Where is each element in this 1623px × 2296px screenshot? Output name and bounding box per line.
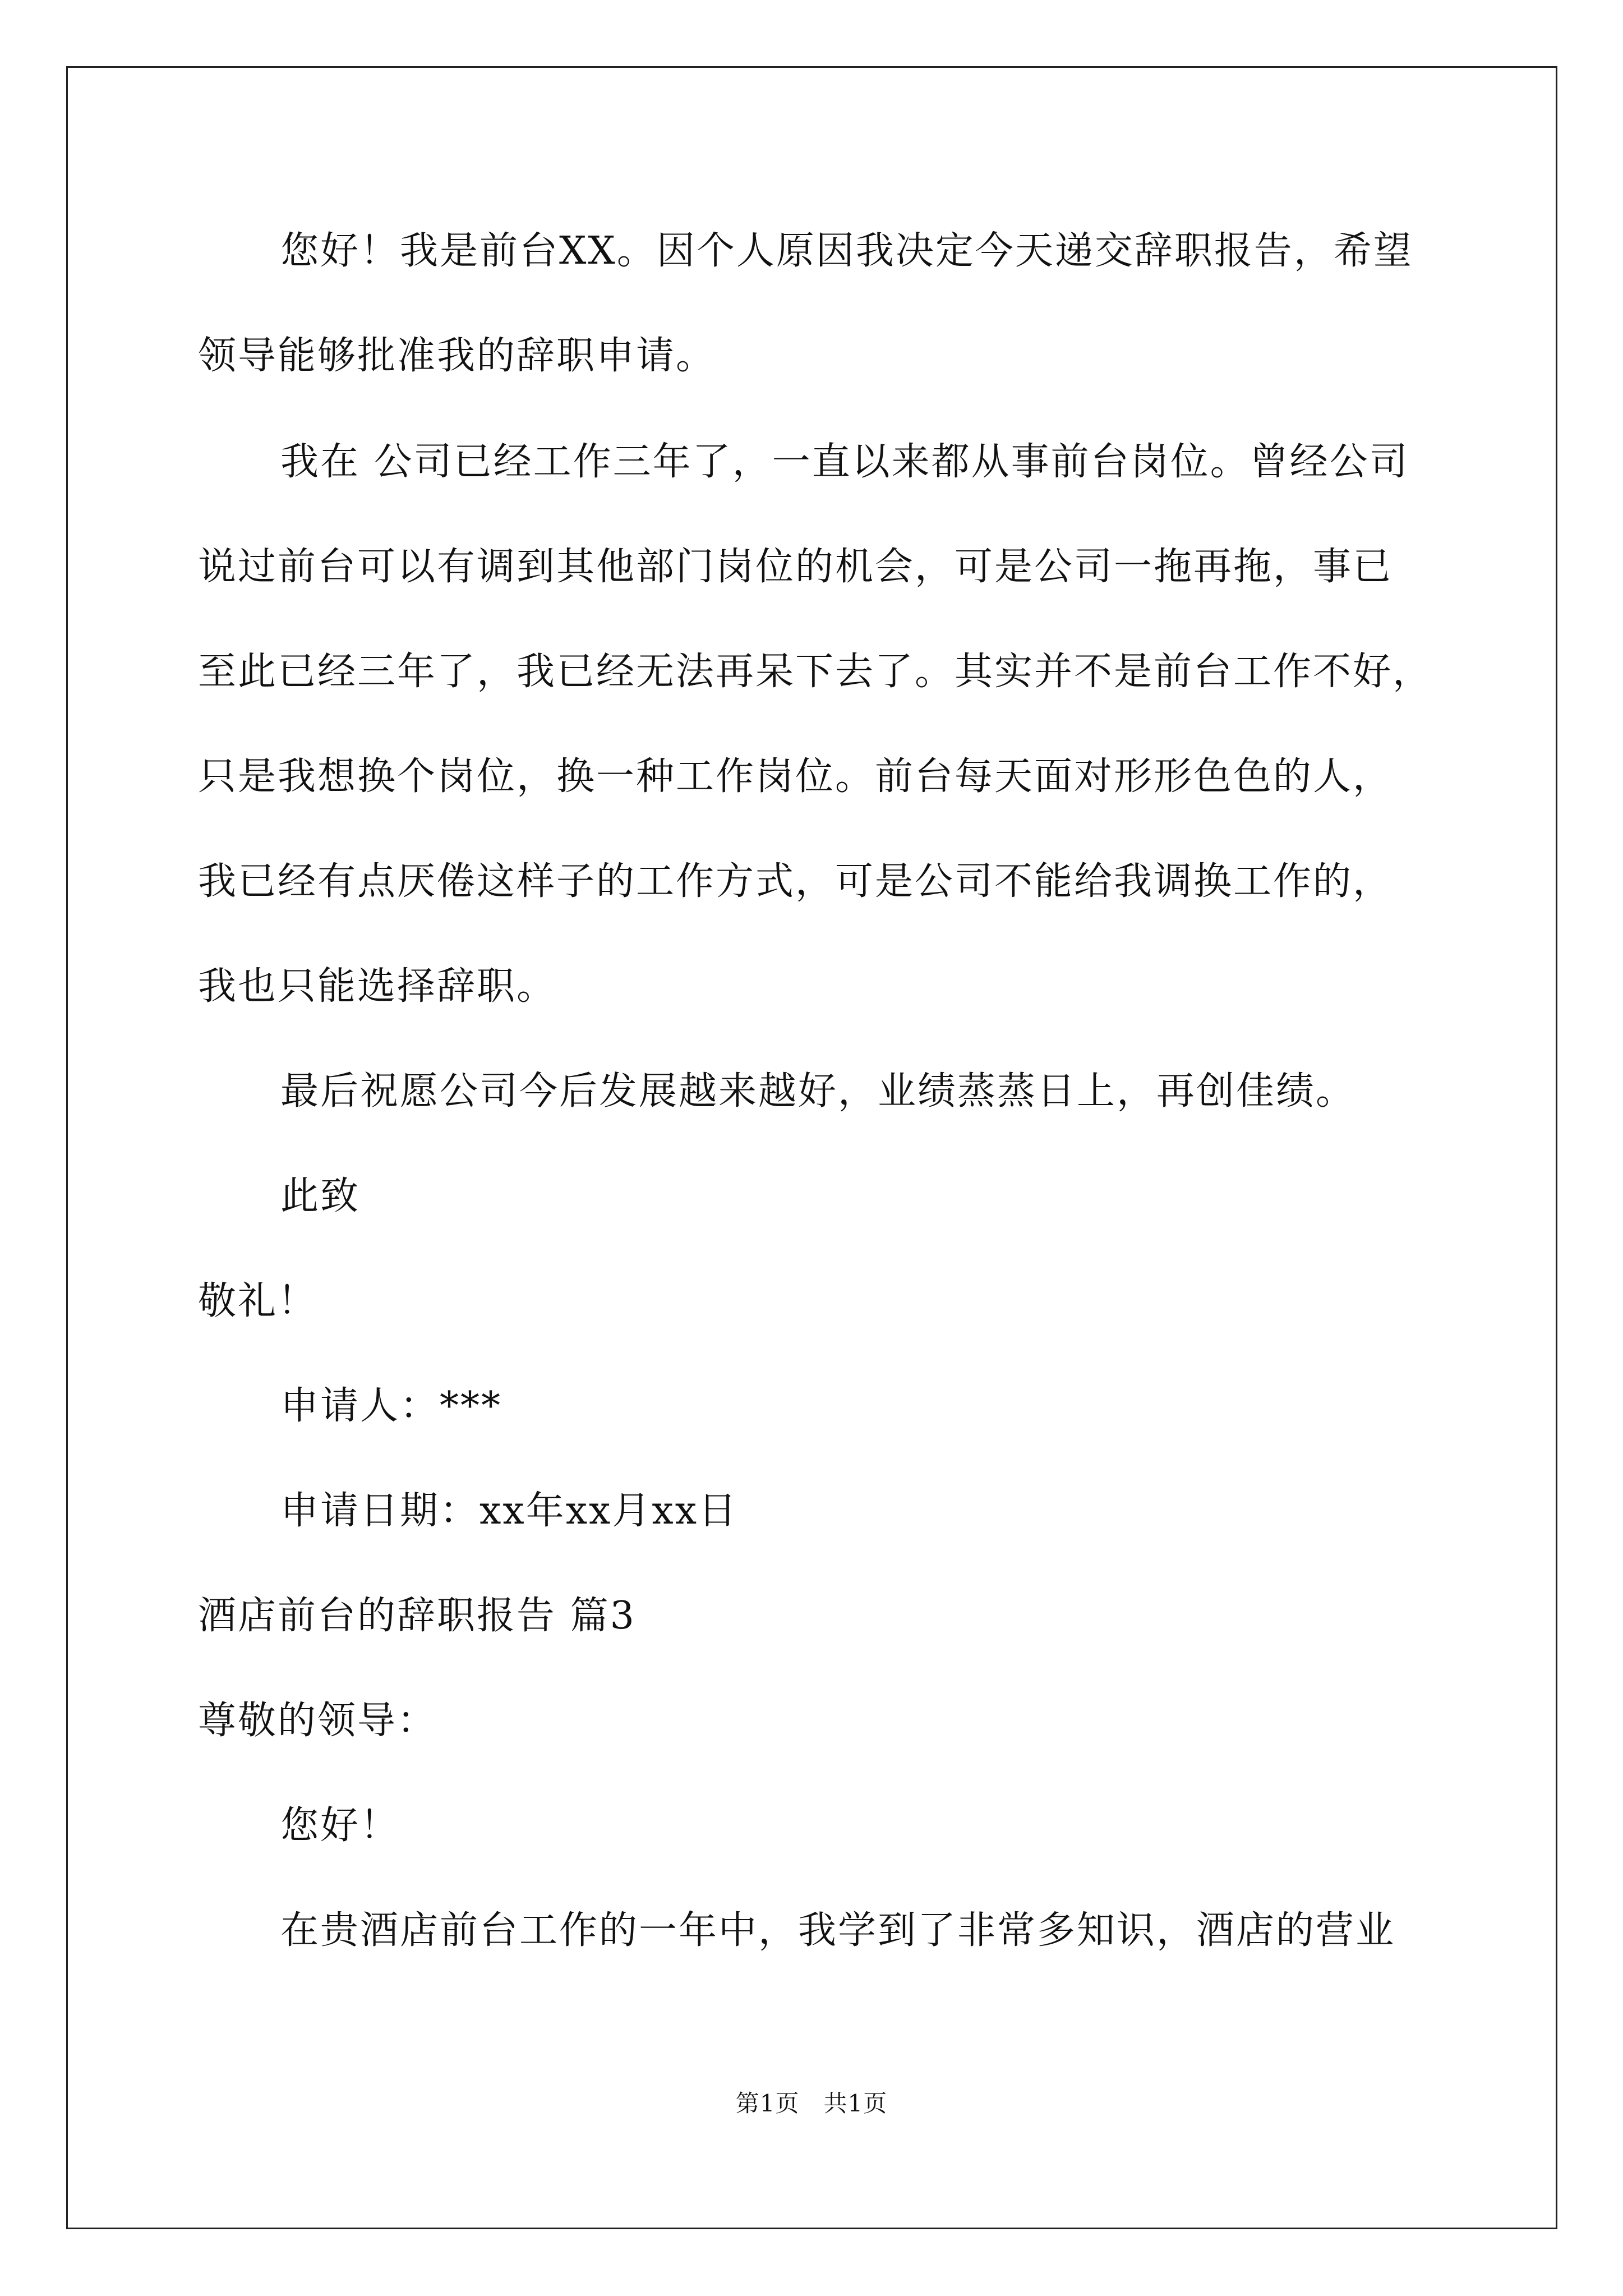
applicant-line: 申请人：*** [280, 1384, 502, 1428]
paragraph-line-4: 说过前台可以有调到其他部门岗位的机会，可是公司一拖再拖，事已 [198, 545, 1393, 589]
paragraph-line-9: 最后祝愿公司今后发展越来越好，业绩蒸蒸日上，再创佳绩。 [280, 1069, 1356, 1114]
closing-cizhi: 此致 [280, 1174, 361, 1218]
greeting: 您好！ [280, 1803, 400, 1848]
paragraph-line-5: 至此已经三年了，我已经无法再呆下去了。其实并不是前台工作不好， [198, 650, 1433, 694]
paragraph-line-2: 领导能够批准我的辞职申请。 [198, 334, 716, 378]
paragraph-line-last: 在贵酒店前台工作的一年中，我学到了非常多知识，酒店的营业 [280, 1908, 1396, 1953]
salutation: 尊敬的领导： [198, 1699, 437, 1743]
closing-jingli: 敬礼！ [198, 1279, 318, 1323]
paragraph-line-3: 我在 公司已经工作三年了，一直以来都从事前台岗位。曾经公司 [280, 440, 1409, 484]
paragraph-line-1: 您好！我是前台XX。因个人原因我决定今天递交辞职报告，希望 [280, 229, 1413, 273]
section-heading: 酒店前台的辞职报告 篇3 [198, 1594, 636, 1638]
page-border [66, 66, 1557, 2229]
paragraph-line-6: 只是我想换个岗位，换一种工作岗位。前台每天面对形形色色的人， [198, 754, 1393, 799]
page-footer: 第1页 共1页 [735, 2090, 888, 2117]
paragraph-line-8: 我也只能选择辞职。 [198, 964, 557, 1009]
paragraph-line-7: 我已经有点厌倦这样子的工作方式，可是公司不能给我调换工作的， [198, 859, 1393, 904]
application-date-line: 申请日期：xx年xx月xx日 [280, 1489, 739, 1533]
